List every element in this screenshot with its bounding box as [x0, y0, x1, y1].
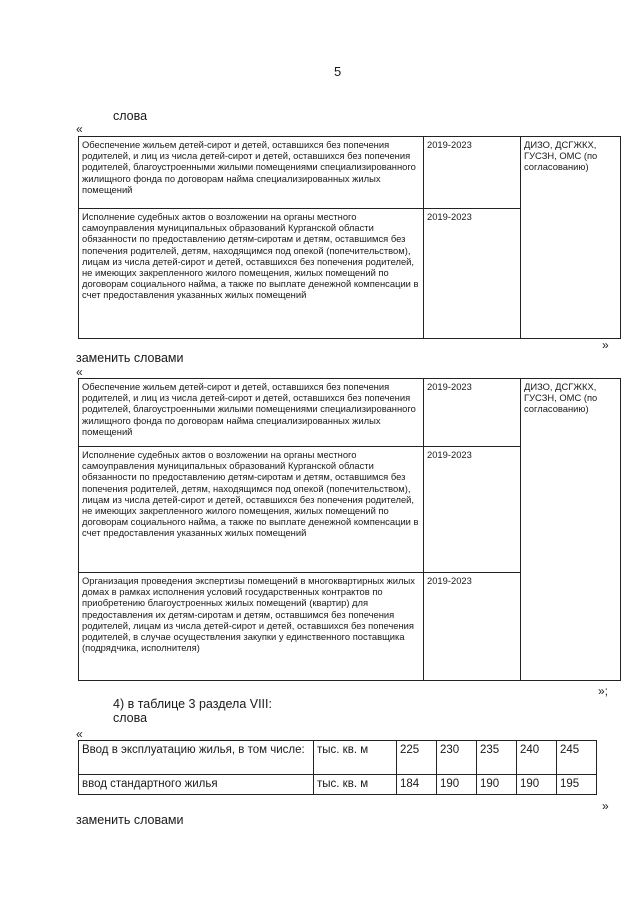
table-row	[79, 741, 597, 775]
table-cell-years: 2019-2023	[424, 137, 521, 209]
table-cell-text: Обеспечение жильем детей-сирот и детей, оставшихся без попечения родителей, и лиц из числа детей-сирот и детей, оставшихся без попечения родителей, благоустроенными жилыми помещениями специализированного жилищного фонда по договорам найма специализированных жилых помещений	[79, 137, 424, 209]
table-cell-text: Исполнение судебных актов о возложении на органы местного самоуправления муниципальных образований Курганской области обязанности по предоставлению детям-сиротам и детям, оставшимся без попечения родителей, детям, находящимся под опекой (попечительством), лицам из числа детей-сирот и детей, оставшихся без попечения родителей, не имеющих закрепленного жилого помещения, жилых помещений по договорам социального найма, а также по выплате денежной компенсации в счет предоставления указанных жилых помещений	[79, 447, 424, 573]
table-row	[79, 379, 621, 447]
label-words-2: слова	[113, 711, 148, 725]
table-cell-value: 230	[437, 741, 477, 775]
open-quote: «	[76, 365, 83, 379]
table-cell-value: 235	[477, 741, 517, 775]
label-replace-with: заменить словами	[76, 351, 184, 365]
table-cell-unit: тыс. кв. м	[314, 741, 397, 775]
table-cell-name: ввод стандартного жилья	[79, 775, 314, 795]
label-replace-with-2: заменить словами	[76, 813, 184, 827]
table-cell-value: 195	[557, 775, 597, 795]
table-cell-years: 2019-2023	[424, 447, 521, 573]
table-new	[78, 378, 621, 681]
table-cell-value: 190	[437, 775, 477, 795]
close-quote-semicolon: »;	[598, 684, 609, 698]
table-cell-responsible: ДИЗО, ДСГЖКХ, ГУСЗН, ОМС (по согласованию)	[521, 137, 621, 339]
open-quote: «	[76, 122, 83, 136]
table-cell-value: 184	[397, 775, 437, 795]
table-cell-name: Ввод в эксплуатацию жилья, в том числе:	[79, 741, 314, 775]
table-cell-value: 245	[557, 741, 597, 775]
table-cell-years: 2019-2023	[424, 379, 521, 447]
table-cell-value: 225	[397, 741, 437, 775]
table-row	[79, 775, 597, 795]
close-quote: »	[602, 799, 609, 813]
table-cell-value: 240	[517, 741, 557, 775]
table-3	[78, 740, 597, 795]
table-old	[78, 136, 621, 339]
page-number: 5	[334, 64, 342, 79]
label-item4: 4) в таблице 3 раздела VIII:	[113, 697, 272, 711]
table-cell-value: 190	[517, 775, 557, 795]
table-row	[79, 137, 621, 209]
close-quote: »	[602, 338, 609, 352]
table-cell-unit: тыс. кв. м	[314, 775, 397, 795]
label-words: слова	[113, 109, 148, 123]
table-cell-value: 190	[477, 775, 517, 795]
table-cell-responsible: ДИЗО, ДСГЖКХ, ГУСЗН, ОМС (по согласованию)	[521, 379, 621, 681]
table-cell-years: 2019-2023	[424, 209, 521, 339]
table-cell-text: Обеспечение жильем детей-сирот и детей, оставшихся без попечения родителей, и лиц из числа детей-сирот и детей, оставшихся без попечения родителей, благоустроенными жилыми помещениями специализированного жилищного фонда по договорам найма специализированных жилых помещений	[79, 379, 424, 447]
table-cell-years: 2019-2023	[424, 573, 521, 681]
table-cell-text: Исполнение судебных актов о возложении на органы местного самоуправления муниципальных образований Курганской области обязанности по предоставлению детям-сиротам и детям, оставшимся без попечения родителей, детям, находящимся под опекой (попечительством), лицам из числа детей-сирот и детей, оставшихся без попечения родителей, не имеющих закрепленного жилого помещения, жилых помещений по договорам социального найма, а также по выплате денежной компенсации в счет предоставления указанных жилых помещений	[79, 209, 424, 339]
table-cell-text: Организация проведения экспертизы помещений в многоквартирных жилых домах в рамках исполнения условий государственных контрактов по приобретению благоустроенных жилых помещений (квартир) для предоставления их детям-сиротам и детям, оставшимся без попечения родителей, лицам из числа детей-сирот и детей, оставшихся без попечения родителей, в случае осуществления закупки у единственного поставщика (подрядчика, исполнителя)	[79, 573, 424, 681]
open-quote: «	[76, 727, 83, 741]
